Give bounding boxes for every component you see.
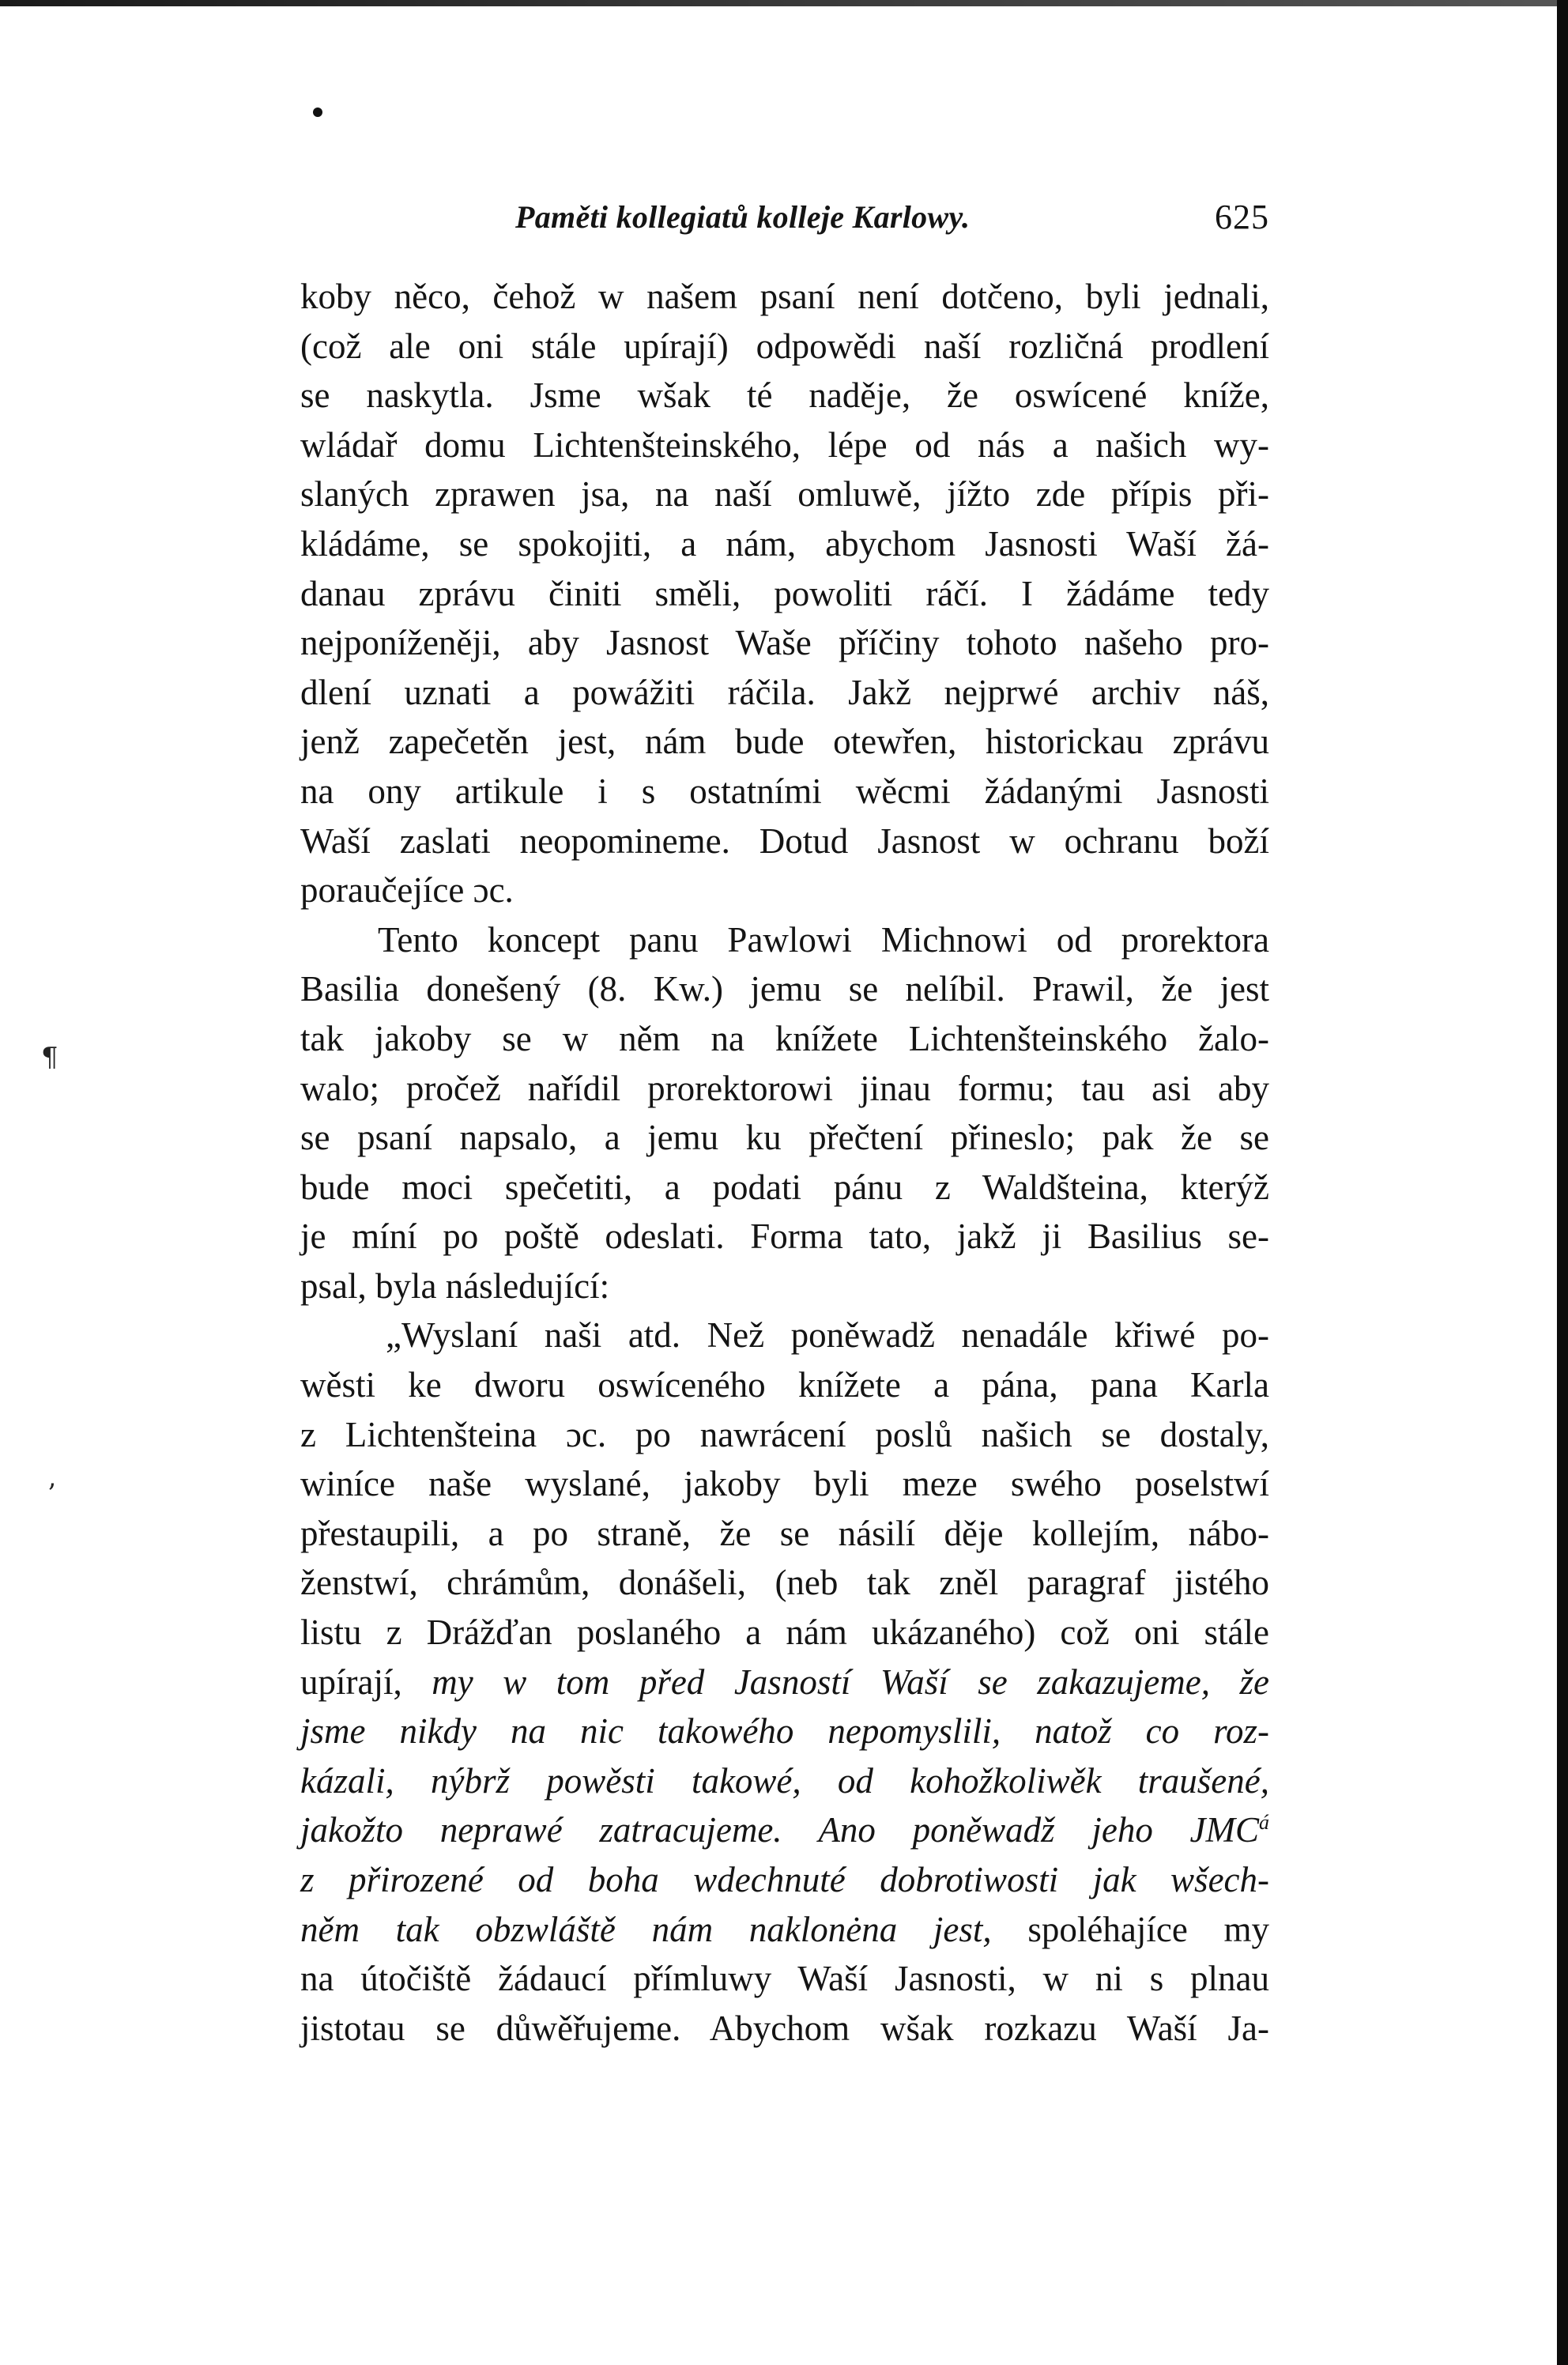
margin-mark-left-2: ’ <box>47 1478 56 1510</box>
text-segment-italic: jakožto neprawé zatracujeme. Ano poněwadž jeho JMC <box>300 1810 1259 1850</box>
text-line: z přirozené od boha wdechnuté dobrotiwosti jak wšech- <box>300 1860 1269 1899</box>
running-title: Paměti kollegiatů kolleje Karlowy. <box>515 199 971 235</box>
ink-speck <box>313 108 322 117</box>
text-line: jsme nikdy na nic takowého nepomyslili, natož co roz- <box>300 1711 1269 1752</box>
text-line: poraučejíce ɔc. <box>300 870 514 911</box>
text-line: je míní po poště odeslati. Forma tato, jakž ji Basilius se- <box>300 1216 1269 1257</box>
text-line: Tento koncept panu Pawlowi Michnowi od prorektora <box>378 919 1269 960</box>
text-line-mixed <box>300 1658 1269 1707</box>
text-line: psal, byla následující: <box>300 1265 610 1306</box>
page-number: 625 <box>1215 198 1269 236</box>
text-line: danau zprávu činiti směli, powoliti ráčí. I žádáme tedy <box>300 573 1269 613</box>
text-line: na útočiště žádaucí přímluwy Waší Jasnosti, w ni s plnau <box>300 1959 1269 1999</box>
text-line: se psaní napsalo, a jemu ku přečtení přineslo; pak že se <box>300 1118 1269 1158</box>
superscript: á <box>1259 1811 1269 1835</box>
text-segment-italic: my w tom před Jasností Waší se zakazujeme, že <box>432 1662 1269 1702</box>
text-line-mixed <box>300 1905 1269 1955</box>
text-line: listu z Drážďan poslaného a nám ukázaného) což oni stále <box>300 1612 1269 1653</box>
text-line: bude moci spečetiti, a podati pánu z Waldšteina, kterýž <box>300 1167 1269 1207</box>
text-line-mixed <box>300 1805 1269 1855</box>
text-line: ženstwí, chrámům, donášeli, (neb tak zněl paragraf jistého <box>300 1563 1269 1603</box>
text-segment-italic: něm tak obzwláště nám naklonėna jest, <box>300 1909 992 1949</box>
text-line: tak jakoby se w něm na knížete Lichtenšteinského žalo- <box>300 1018 1269 1058</box>
text-line: „Wyslaní naši atd. Než poněwadž nenadále křiwé po- <box>386 1315 1269 1356</box>
text-line: přestaupili, a po straně, že se násilí děje kollejím, nábo- <box>300 1513 1269 1553</box>
scan-top-border <box>0 0 1568 6</box>
text-line: wěsti ke dworu oswíceného knížete a pána, pana Karla <box>300 1365 1269 1405</box>
text-segment: upírají, <box>300 1662 402 1702</box>
text-body <box>300 272 1269 2053</box>
text-segment: spoléhajíce my <box>1027 1909 1269 1949</box>
text-line: Basilia donešený (8. Kw.) jemu se nelíbil. Prawil, že jest <box>300 969 1269 1009</box>
text-line: dlení uznati a powážiti ráčila. Jakž nejprwé archiv náš, <box>300 672 1269 712</box>
text-line: kládáme, se spokojiti, a nám, abychom Jasnosti Waší žá- <box>300 523 1269 564</box>
margin-mark-left-1: ¶ <box>41 1042 58 1073</box>
text-line: walo; pročež nařídil prorektorowi jinau formu; tau asi aby <box>300 1068 1269 1108</box>
text-line: na ony artikule i s ostatními wěcmi žádanými Jasnosti <box>300 771 1269 811</box>
text-line: jistotau se důwěřujeme. Abychom wšak rozkazu Waší Ja- <box>300 2008 1269 2048</box>
text-line: (což ale oni stále upírají) odpowědi naší rozličná prodlení <box>300 326 1269 366</box>
text-line: slaných zprawen jsa, na naší omluwě, jížto zde přípis při- <box>300 474 1269 515</box>
text-line: Waší zaslati neopomineme. Dotud Jasnost w ochranu boží <box>300 820 1269 861</box>
text-line: wládař domu Lichtenšteinského, lépe od nás a našich wy- <box>300 424 1269 465</box>
page-header <box>300 194 1269 249</box>
text-line: se naskytla. Jsme wšak té naděje, že oswícené kníže, <box>300 375 1269 416</box>
text-line: koby něco, čehož w našem psaní není dotčeno, byli jednali, <box>300 277 1269 316</box>
text-line: z Lichtenšteina ɔc. po nawrácení poslů našich se dostaly, <box>300 1414 1269 1454</box>
text-line: jenž zapečetěn jest, nám bude otewřen, historickau zprávu <box>300 722 1269 762</box>
text-line: winíce naše wyslané, jakoby byli meze swého poselstwí <box>300 1464 1269 1504</box>
text-line: kázali, nýbrž powěsti takowé, od kohožkoliwěk traušené, <box>300 1760 1269 1801</box>
scan-right-border <box>1557 0 1568 2365</box>
text-line: nejponíženěji, aby Jasnost Waše příčiny tohoto našeho pro- <box>300 623 1269 663</box>
